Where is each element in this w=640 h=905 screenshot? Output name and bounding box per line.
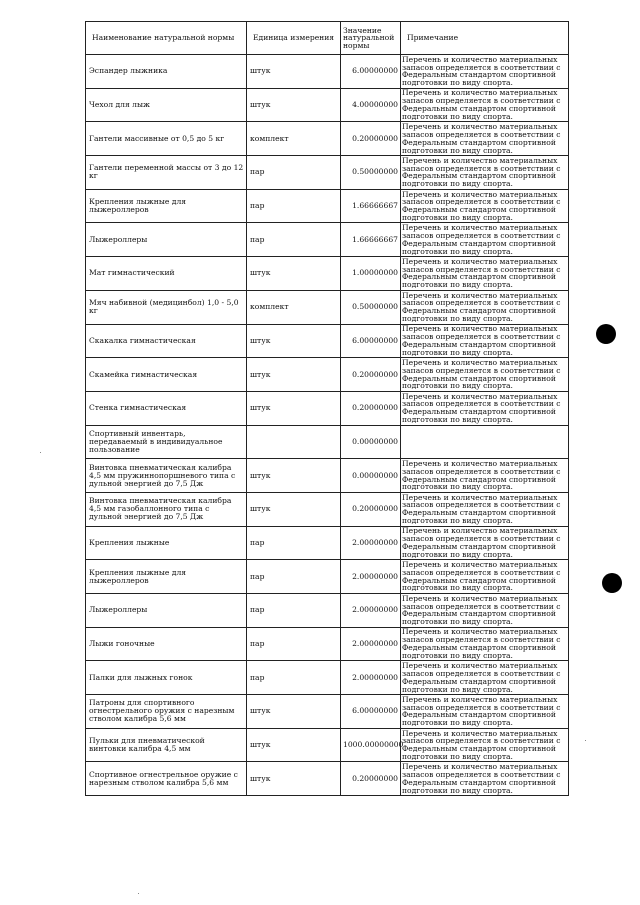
header-unit: Единица измерения: [247, 22, 341, 55]
row-note-cell: Перечень и количество материальных запасов определяется в соответствии с Федеральным стандартом спортивной подготовки по виду спорта.: [401, 257, 569, 291]
row-value-cell: 1.66666667: [341, 223, 401, 257]
row-note-cell: Перечень и количество материальных запасов определяется в соответствии с Федеральным стандартом спортивной подготовки по виду спорта.: [401, 459, 569, 493]
row-value-cell: 1000.00000000: [341, 728, 401, 762]
row-name-cell: Лыжи гоночные: [86, 627, 247, 661]
row-name-cell: Скакалка гимнастическая: [86, 324, 247, 358]
table-row: [86, 425, 569, 459]
row-name-cell: Патроны для спортивного огнестрельного оружия с нарезным стволом калибра 5,6 мм: [86, 695, 247, 729]
row-unit-cell: пар: [247, 627, 341, 661]
header-value: Значение натуральной нормы: [341, 22, 401, 55]
table-row: [86, 88, 569, 122]
row-name-cell: Крепления лыжные для лыжероллеров: [86, 560, 247, 594]
row-unit-cell: комплект: [247, 290, 341, 324]
row-name-cell: Спортивный инвентарь, передаваемый в индивидуальное пользование: [86, 425, 247, 459]
row-value-cell: 2.00000000: [341, 526, 401, 560]
row-unit-cell: пар: [247, 560, 341, 594]
row-unit-cell: штук: [247, 762, 341, 796]
row-unit-cell: [247, 425, 341, 459]
row-unit-cell: штук: [247, 728, 341, 762]
table-row: [86, 391, 569, 425]
table-row: [86, 728, 569, 762]
table-body: [86, 55, 569, 796]
table-row: [86, 290, 569, 324]
row-note-cell: Перечень и количество материальных запасов определяется в соответствии с Федеральным стандартом спортивной подготовки по виду спорта.: [401, 627, 569, 661]
row-name-cell: Гантели массивные от 0,5 до 5 кг: [86, 122, 247, 156]
table-row: [86, 560, 569, 594]
row-note-cell: Перечень и количество материальных запасов определяется в соответствии с Федеральным стандартом спортивной подготовки по виду спорта.: [401, 122, 569, 156]
table-row: [86, 492, 569, 526]
row-note-cell: Перечень и количество материальных запасов определяется в соответствии с Федеральным стандартом спортивной подготовки по виду спорта.: [401, 223, 569, 257]
row-value-cell: 0.00000000: [341, 425, 401, 459]
row-value-cell: 0.20000000: [341, 391, 401, 425]
table-row: [86, 459, 569, 493]
scan-speck: [138, 893, 139, 894]
row-note-cell: Перечень и количество материальных запасов определяется в соответствии с Федеральным стандартом спортивной подготовки по виду спорта.: [401, 695, 569, 729]
row-note-cell: Перечень и количество материальных запасов определяется в соответствии с Федеральным стандартом спортивной подготовки по виду спорта.: [401, 492, 569, 526]
row-note-cell: Перечень и количество материальных запасов определяется в соответствии с Федеральным стандартом спортивной подготовки по виду спорта.: [401, 290, 569, 324]
row-note-cell: Перечень и количество материальных запасов определяется в соответствии с Федеральным стандартом спортивной подготовки по виду спорта.: [401, 391, 569, 425]
row-name-cell: Пульки для пневматической винтовки калибра 4,5 мм: [86, 728, 247, 762]
row-unit-cell: пар: [247, 526, 341, 560]
row-value-cell: 0.00000000: [341, 459, 401, 493]
table-row: [86, 189, 569, 223]
row-unit-cell: пар: [247, 594, 341, 628]
row-unit-cell: пар: [247, 156, 341, 190]
row-name-cell: Винтовка пневматическая калибра 4,5 мм газобаллонного типа с дульной энергией до 7,5 Дж: [86, 492, 247, 526]
row-unit-cell: штук: [247, 459, 341, 493]
row-unit-cell: штук: [247, 88, 341, 122]
table-row: [86, 526, 569, 560]
norms-table: [85, 21, 569, 796]
row-note-cell: Перечень и количество материальных запасов определяется в соответствии с Федеральным стандартом спортивной подготовки по виду спорта.: [401, 526, 569, 560]
row-name-cell: Стенка гимнастическая: [86, 391, 247, 425]
row-note-cell: Перечень и количество материальных запасов определяется в соответствии с Федеральным стандартом спортивной подготовки по виду спорта.: [401, 156, 569, 190]
row-name-cell: Гантели переменной массы от 3 до 12 кг: [86, 156, 247, 190]
scan-speck: [40, 452, 41, 453]
row-unit-cell: пар: [247, 661, 341, 695]
row-note-cell: [401, 425, 569, 459]
row-value-cell: 6.00000000: [341, 55, 401, 89]
row-note-cell: Перечень и количество материальных запасов определяется в соответствии с Федеральным стандартом спортивной подготовки по виду спорта.: [401, 88, 569, 122]
table-row: [86, 324, 569, 358]
row-note-cell: Перечень и количество материальных запасов определяется в соответствии с Федеральным стандартом спортивной подготовки по виду спорта.: [401, 728, 569, 762]
row-note-cell: Перечень и количество материальных запасов определяется в соответствии с Федеральным стандартом спортивной подготовки по виду спорта.: [401, 560, 569, 594]
table-row: [86, 661, 569, 695]
table-row: [86, 594, 569, 628]
row-unit-cell: штук: [247, 695, 341, 729]
punch-hole-mark: [602, 573, 622, 593]
row-value-cell: 2.00000000: [341, 627, 401, 661]
row-name-cell: Винтовка пневматическая калибра 4,5 мм пружиннопоршневого типа с дульной энергией до 7,5 Дж: [86, 459, 247, 493]
row-value-cell: 2.00000000: [341, 661, 401, 695]
punch-hole-mark: [596, 324, 616, 344]
row-value-cell: 0.20000000: [341, 358, 401, 392]
table-row: [86, 358, 569, 392]
row-value-cell: 1.66666667: [341, 189, 401, 223]
row-name-cell: Лыжероллеры: [86, 223, 247, 257]
row-name-cell: Мат гимнастический: [86, 257, 247, 291]
row-note-cell: Перечень и количество материальных запасов определяется в соответствии с Федеральным стандартом спортивной подготовки по виду спорта.: [401, 189, 569, 223]
table-row: [86, 762, 569, 796]
row-note-cell: Перечень и количество материальных запасов определяется в соответствии с Федеральным стандартом спортивной подготовки по виду спорта.: [401, 661, 569, 695]
row-unit-cell: штук: [247, 492, 341, 526]
row-name-cell: Спортивное огнестрельное оружие с нарезным стволом калибра 5,6 мм: [86, 762, 247, 796]
row-name-cell: Скамейка гимнастическая: [86, 358, 247, 392]
row-value-cell: 0.20000000: [341, 762, 401, 796]
row-note-cell: Перечень и количество материальных запасов определяется в соответствии с Федеральным стандартом спортивной подготовки по виду спорта.: [401, 594, 569, 628]
row-value-cell: 2.00000000: [341, 594, 401, 628]
row-unit-cell: пар: [247, 189, 341, 223]
header-note: Примечание: [401, 22, 569, 55]
row-name-cell: Крепления лыжные: [86, 526, 247, 560]
row-value-cell: 0.50000000: [341, 290, 401, 324]
table-row: [86, 223, 569, 257]
row-note-cell: Перечень и количество материальных запасов определяется в соответствии с Федеральным стандартом спортивной подготовки по виду спорта.: [401, 358, 569, 392]
table-row: [86, 257, 569, 291]
row-value-cell: 0.50000000: [341, 156, 401, 190]
header-name: Наименование натуральной нормы: [86, 22, 247, 55]
row-name-cell: Палки для лыжных гонок: [86, 661, 247, 695]
row-value-cell: 0.20000000: [341, 492, 401, 526]
row-value-cell: 4.00000000: [341, 88, 401, 122]
row-value-cell: 0.20000000: [341, 122, 401, 156]
row-note-cell: Перечень и количество материальных запасов определяется в соответствии с Федеральным стандартом спортивной подготовки по виду спорта.: [401, 55, 569, 89]
row-name-cell: Эспандер лыжника: [86, 55, 247, 89]
row-unit-cell: штук: [247, 257, 341, 291]
row-name-cell: Лыжероллеры: [86, 594, 247, 628]
row-name-cell: Мяч набивной (медицинбол) 1,0 - 5,0 кг: [86, 290, 247, 324]
row-note-cell: Перечень и количество материальных запасов определяется в соответствии с Федеральным стандартом спортивной подготовки по виду спорта.: [401, 324, 569, 358]
row-unit-cell: штук: [247, 391, 341, 425]
table-row: [86, 156, 569, 190]
table-row: [86, 695, 569, 729]
table-row: [86, 122, 569, 156]
row-note-cell: Перечень и количество материальных запасов определяется в соответствии с Федеральным стандартом спортивной подготовки по виду спорта.: [401, 762, 569, 796]
row-unit-cell: штук: [247, 55, 341, 89]
row-value-cell: 6.00000000: [341, 324, 401, 358]
row-name-cell: Крепления лыжные для лыжероллеров: [86, 189, 247, 223]
row-value-cell: 1.00000000: [341, 257, 401, 291]
row-unit-cell: штук: [247, 358, 341, 392]
row-value-cell: 2.00000000: [341, 560, 401, 594]
row-value-cell: 6.00000000: [341, 695, 401, 729]
row-unit-cell: штук: [247, 324, 341, 358]
row-unit-cell: комплект: [247, 122, 341, 156]
row-unit-cell: пар: [247, 223, 341, 257]
row-name-cell: Чехол для лыж: [86, 88, 247, 122]
table-row: [86, 627, 569, 661]
scan-speck: [585, 740, 586, 741]
table-header-row: [86, 22, 569, 55]
table-row: [86, 55, 569, 89]
